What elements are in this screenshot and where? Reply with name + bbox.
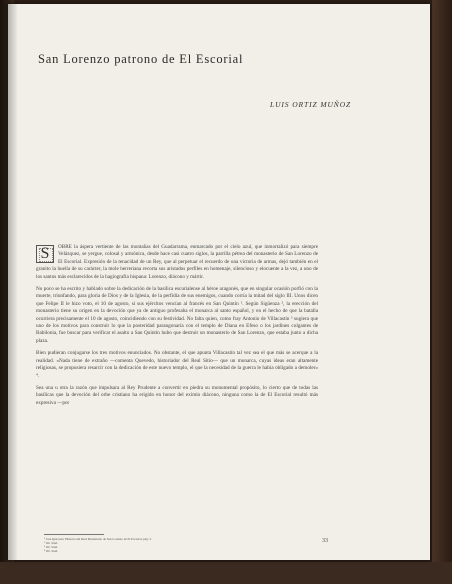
paragraph-2: No poco se ha escrito y hablado sobre la dedicación de la basílica escurialense al héroe aragonés, que en singular ocasión porfió con la muerte, triunfando, para gloria de Dios y de la Iglesia, de la perfidia de sus enemigos, cuando corría la mitad del siglo III. Unos dicen que Felipe II le hizo voto, el 10 de agosto, si sus ejércitos vencían al francés en San Quintín ¹. Según Sigüenza ², la erección del monasterio tiene su origen en la devoción que ya de antiguo profesaba el monarca al santo español, y en el hecho de que la batalla ocurriera precisamente el 10 de agosto, coincidiendo con su festividad. No falta quien, como fray Antonio de Villacastín ³ sugiera que uno de los motivos para construir lo que la posteridad parangonaría con el templo de Diana en Efeso o los jardines colgantes de Babilonia, fue buscar para verificar el asalto a San Quintín hubo que destruir un monasterio de San Lorenzo, que estaba junto a dicha plaza.	[36, 286, 318, 344]
footnote-3: ³ Ob. Stud.	[44, 544, 58, 549]
background-right	[432, 0, 452, 584]
book-page	[8, 4, 430, 560]
article-author: LUIS ORTIZ MUÑOZ	[270, 100, 352, 109]
paragraph-1-text: OBRE la áspera vertiente de las montañas del Guadarrama, enmarcado por el cielo azul, que inmortalizó para siempre Velázquez, se yergue, colosal y armónica, desde hace casi cuatro siglos, la parrilla pétrea del monasterio de San Lorenzo de El Escorial. Expresión de la tenacidad de un Rey, que al perpetuar el recuerdo de una victoria de armas, dejó también en el granito la huella de su carácter, la mole herreriana recorta sus aristados perfiles en homenaje, silencioso y elocuente a la vez, a uno de los santos más esclarecidos de la hagiografía hispana: Lorenzo, diácono y mártir.	[36, 244, 318, 280]
article-body	[36, 244, 318, 412]
page-gutter-shadow	[8, 4, 18, 560]
footnote-1: ¹ José Quevedo: Historia del Real Monasterio de San Lorenzo de El Escorial, pág. 5.	[44, 536, 152, 541]
paragraph-1	[36, 244, 318, 281]
ornamental-initial	[36, 245, 54, 263]
paragraph-4: Sea una u otra la razón que impulsara al Rey Prudente a convertir en piedra su monumental propósito, lo cierto que de todas las basílicas que la devoción del orbe cristiano ha erigido en honor del eximio diácono, ninguna como la de El Escorial resultó más expresiva —por	[36, 384, 318, 406]
initial-letter: S	[40, 245, 50, 262]
footnote-4: ⁴ Ob. Stud.	[44, 549, 59, 554]
page-number: 33	[322, 538, 328, 544]
background-bottom	[0, 562, 452, 584]
paragraph-3: Bien pudieran conjugarse los tres motivos enunciados. No obstante, el que apunta Villacastín tal vez sea el que más se acerque a la realidad. «Nada tiene de extraño —comenta Quevedo, historiador del Real Sitio— que un monarca, cuyas ideas eran altamente religiosas, se propusiera resarcir con la dedicación de este nuevo templo, el que la necesidad de la guerra le había obligado a demoler» ⁴.	[36, 350, 318, 379]
footnotes	[44, 534, 304, 553]
footnote-2: ² Ob. Stud.	[44, 540, 58, 545]
article-title: San Lorenzo patrono de El Escorial	[38, 52, 244, 66]
footnote-separator	[44, 534, 104, 535]
